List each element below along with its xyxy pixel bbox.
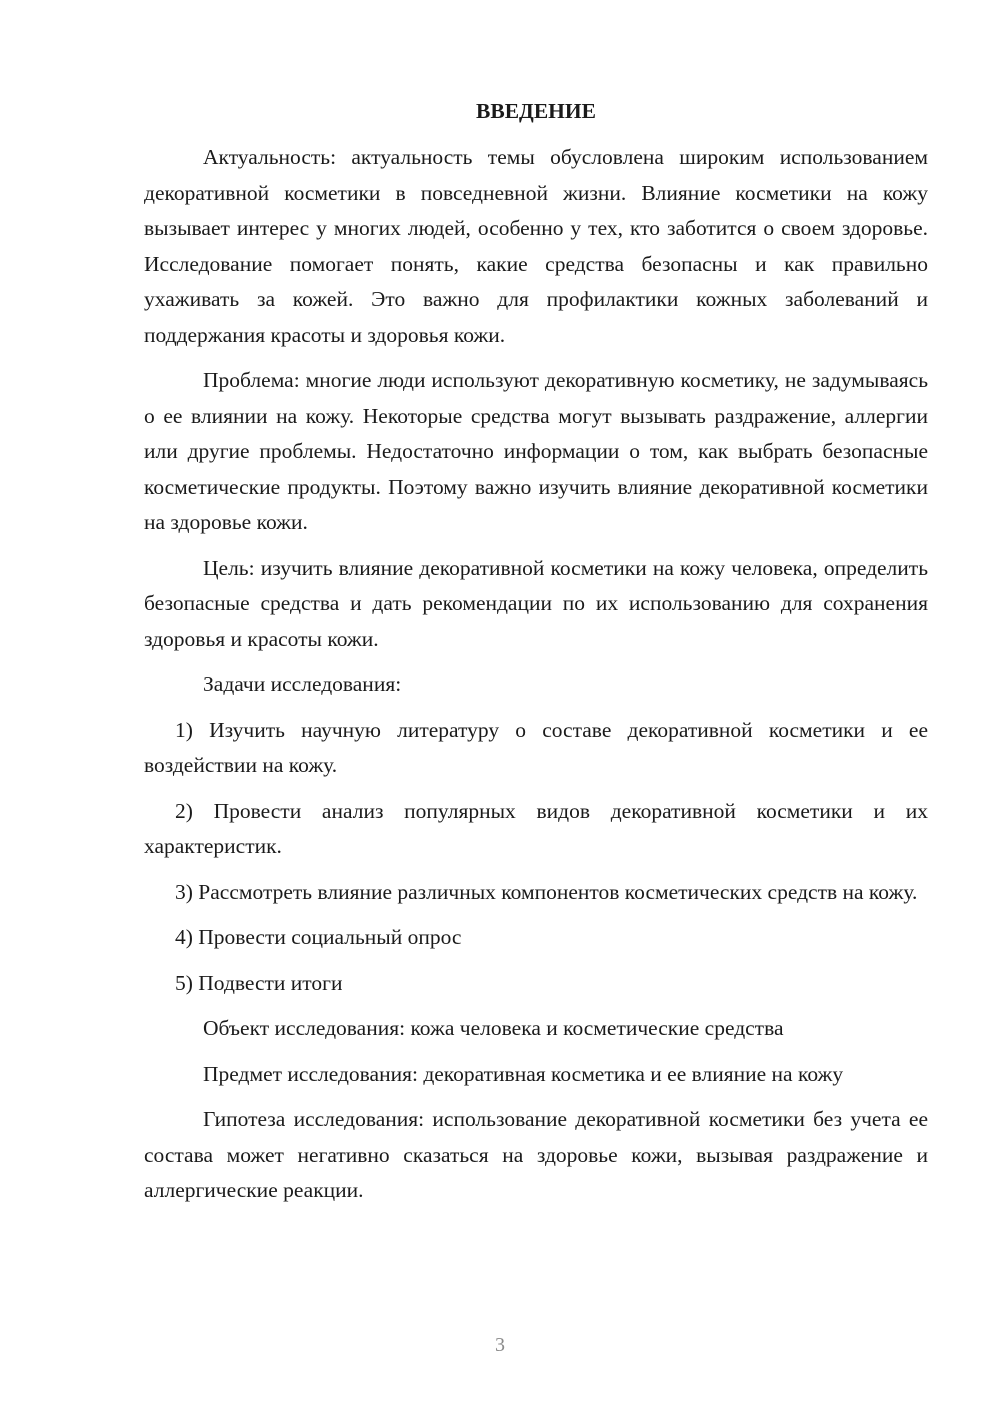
task-item-4: 4) Провести социальный опрос [175, 925, 462, 949]
research-subject: Предмет исследования: декоративная косметика и ее влияние на кожу [203, 1061, 844, 1086]
relevance-paragraph: Актуальность: актуальность темы обусловлена широким использованием декоративной косметики в повседневной жизни. Влияние косметики на кожу вызывает интерес у многих людей, особенно у тех, кто заботится о своем здоровье. Исследование помогает понять, какие средства безопасны и как правильно ухаживать за кожей. Это важно для профилактики кожных заболеваний и поддержания красоты и здоровья кожи. [144, 145, 928, 347]
task-item-5: 5) Подвести итоги [175, 970, 343, 995]
task-item-2: 2) Провести анализ популярных видов декоративной косметики и их характеристик. [144, 798, 928, 858]
task-item-1: 1) Изучить научную литературу о составе декоративной косметики и ее воздействии на кожу. [144, 717, 928, 777]
task-item-3: 3) Рассмотреть влияние различных компонентов косметических средств на кожу. [175, 879, 918, 904]
section-title: ВВЕДЕНИЕ [476, 99, 596, 123]
research-hypothesis: Гипотеза исследования: использование декоративной косметики без учета ее состава может негативно сказаться на здоровье кожи, вызывая раздражение и аллергические реакции. [144, 1107, 928, 1202]
goal-paragraph: Цель: изучить влияние декоративной косметики на кожу человека, определить безопасные средства и дать рекомендации по их использованию для сохранения здоровья и красоты кожи. [144, 555, 928, 651]
research-object: Объект исследования: кожа человека и косметические средства [203, 1016, 784, 1040]
tasks-heading: Задачи исследования: [203, 672, 402, 696]
problem-paragraph: Проблема: многие люди используют декоративную косметику, не задумываясь о ее влиянии на кожу. Некоторые средства могут вызывать раздражение, аллергии или другие проблемы. Недостаточно информации о том, как выбрать безопасные косметические продукты. Поэтому важно изучить влияние декоративной косметики на здоровье кожи. [144, 368, 928, 534]
page-number: 3 [495, 1334, 505, 1356]
document-page [144, 94, 928, 1219]
